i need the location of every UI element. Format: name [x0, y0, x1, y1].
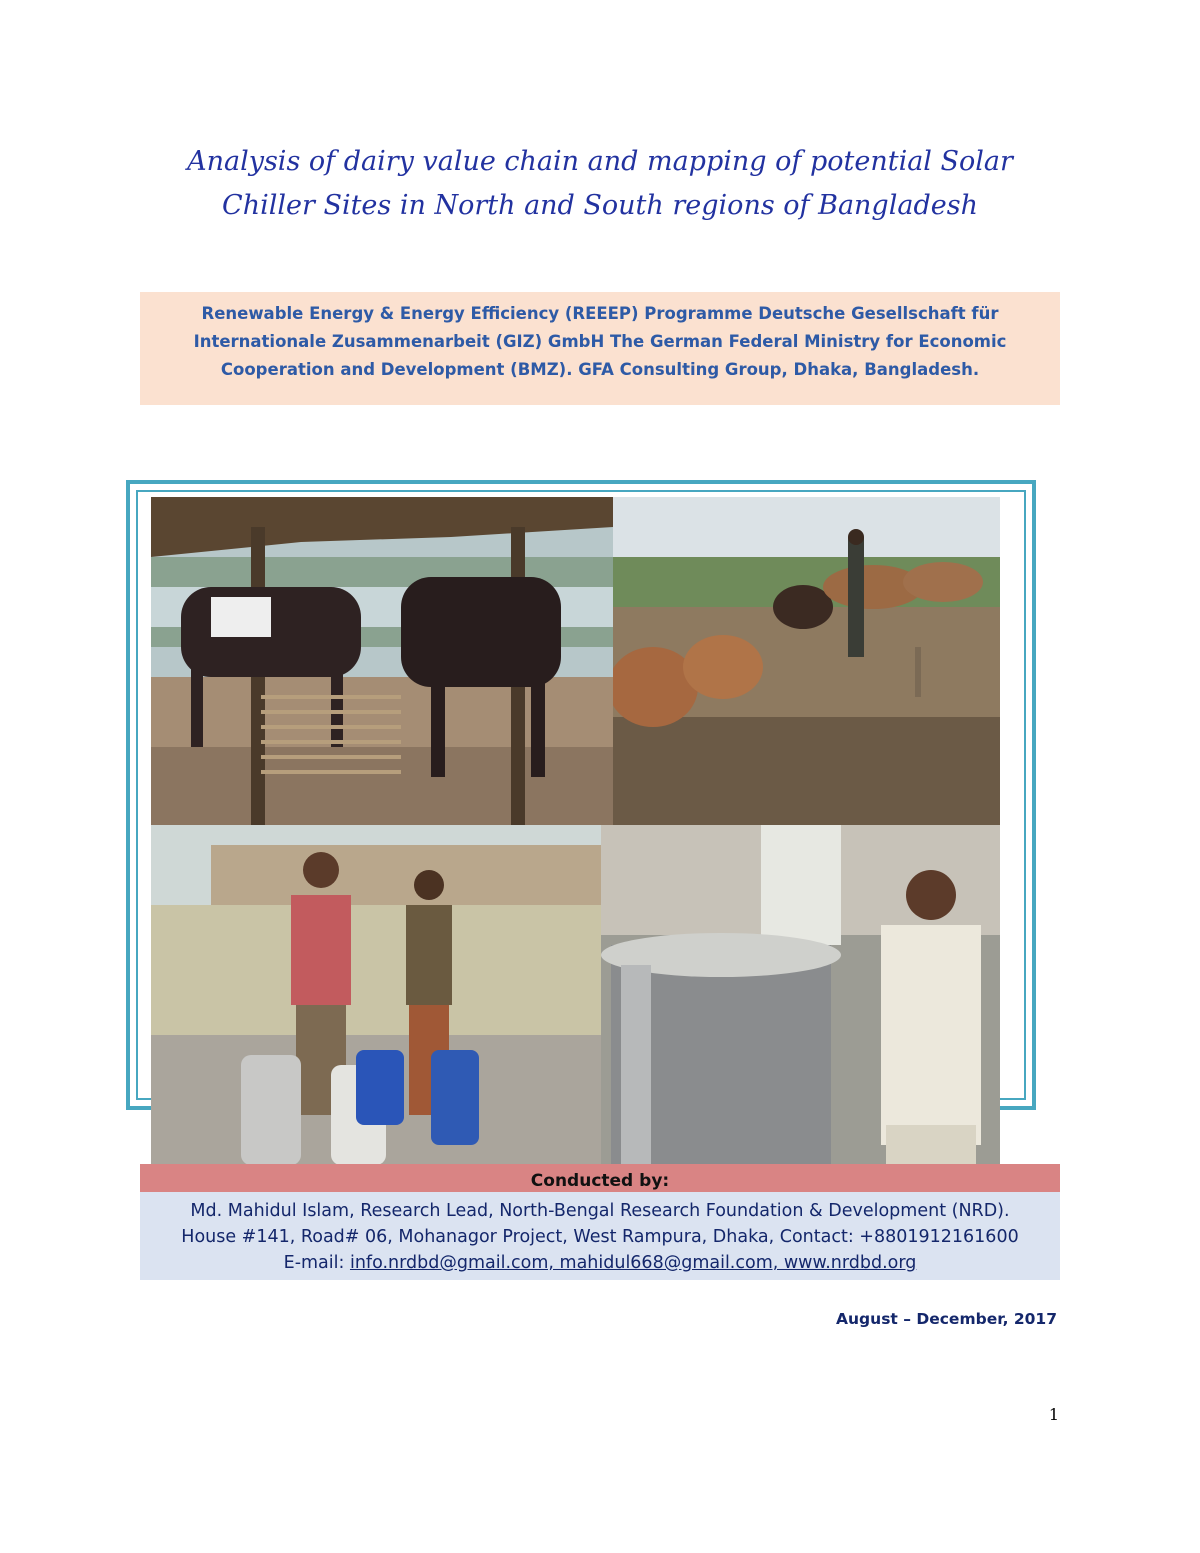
sponsor-line-2: Internationale Zusammenarbeit (GIZ) GmbH The German Federal Ministry for Economic: [193, 332, 1007, 351]
title-line-2: Chiller Sites in North and South regions of Bangladesh: [222, 190, 978, 221]
sponsor-line-1: Renewable Energy & Energy Efficiency (REEEP) Programme Deutsche Gesellschaft für: [201, 304, 999, 323]
contact-box: [140, 1192, 1060, 1280]
photo-cattle-herd: [613, 497, 1000, 825]
conducted-by-bar: [140, 1164, 1060, 1192]
photo-milk-carriers-image: [151, 825, 601, 1175]
author-line: Md. Mahidul Islam, Research Lead, North-Bengal Research Foundation & Development (NRD).: [190, 1201, 1010, 1221]
email-line: [140, 1250, 1060, 1276]
photo-chiller-tank: [601, 825, 1000, 1175]
sponsor-line-3: Cooperation and Development (BMZ). GFA Consulting Group, Dhaka, Bangladesh.: [220, 360, 980, 379]
document-title: [100, 140, 1100, 228]
photo-cows-shed-image: [151, 497, 613, 825]
photo-milk-carriers: [151, 825, 601, 1175]
address-line: House #141, Road# 06, Mohanagor Project, West Rampura, Dhaka, Contact: +8801912161600: [181, 1227, 1019, 1247]
photo-cows-shed: [151, 497, 613, 825]
email-links[interactable]: info.nrdbd@gmail.com, mahidul668@gmail.com, www.nrdbd.org: [349, 1253, 917, 1273]
report-date: August – December, 2017: [836, 1310, 1057, 1328]
photo-chiller-tank-image: [601, 825, 1000, 1175]
page-number: 1: [1048, 1405, 1059, 1424]
email-prefix: E-mail:: [283, 1253, 350, 1273]
title-line-1: Analysis of dairy value chain and mapping of potential Solar: [187, 146, 1013, 177]
sponsor-box: [140, 292, 1060, 405]
photo-cattle-herd-image: [613, 497, 1000, 825]
conducted-by-label: Conducted by:: [530, 1171, 670, 1191]
